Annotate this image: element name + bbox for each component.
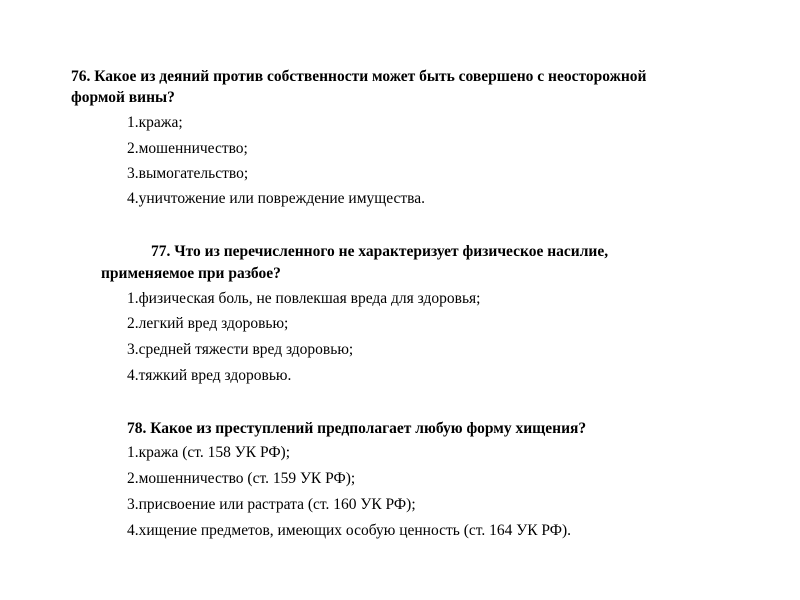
question-77-option-3: 3.средней тяжести вред здоровью; <box>127 341 354 358</box>
question-76-line1: 76. Какое из деяний против собственности может быть совершено с неосторожной <box>71 68 647 85</box>
question-77-option-4: 4.тяжкий вред здоровью. <box>127 367 292 384</box>
question-77-line2: применяемое при разбое? <box>101 265 281 282</box>
question-77-line1: 77. Что из перечисленного не характеризует физическое насилие, <box>151 243 609 260</box>
question-77-option-2: 2.легкий вред здоровью; <box>127 315 289 332</box>
question-76-option-4: 4.уничтожение или повреждение имущества. <box>127 190 426 207</box>
question-77-option-1: 1.физическая боль, не повлекшая вреда для здоровья; <box>127 290 481 307</box>
question-78-option-4: 4.хищение предметов, имеющих особую ценность (ст. 164 УК РФ). <box>127 522 572 539</box>
question-78-option-1: 1.кража (ст. 158 УК РФ); <box>127 444 291 461</box>
question-76-line2: формой вины? <box>71 89 175 106</box>
question-78-line1: 78. Какое из преступлений предполагает любую форму хищения? <box>127 420 587 437</box>
question-76-option-3: 3.вымогательство; <box>127 165 249 182</box>
question-78-option-2: 2.мошенничество (ст. 159 УК РФ); <box>127 470 356 487</box>
question-76-option-2: 2.мошенничество; <box>127 140 248 157</box>
question-76-option-1: 1.кража; <box>127 114 183 131</box>
question-78-option-3: 3.присвоение или растрата (ст. 160 УК РФ); <box>127 496 416 513</box>
